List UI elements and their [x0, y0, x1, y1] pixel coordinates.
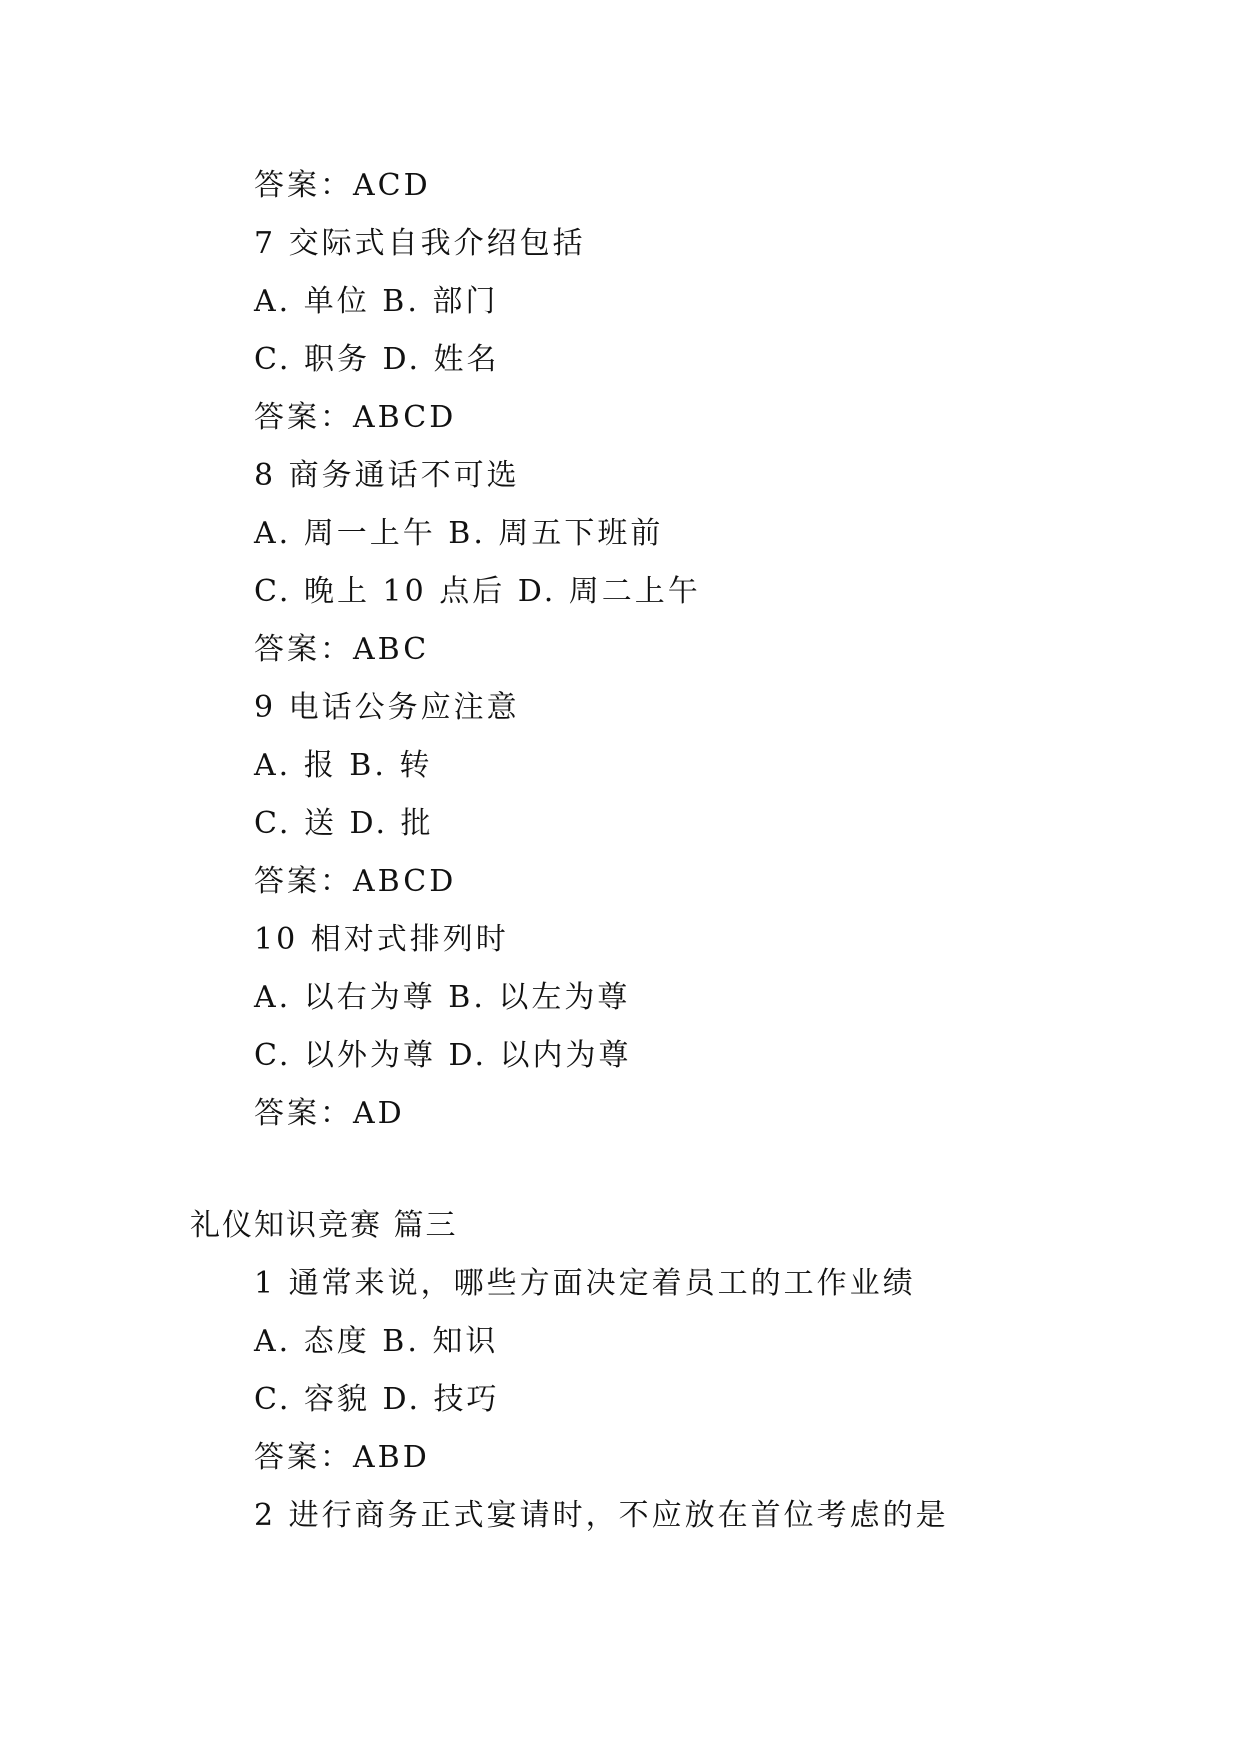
option-line: A. 以右为尊 B. 以左为尊	[254, 980, 631, 1015]
option-line: A. 态度 B. 知识	[254, 1324, 499, 1359]
option-line: C. 以外为尊 D. 以内为尊	[254, 1038, 632, 1073]
option-line: A. 报 B. 转	[254, 748, 433, 783]
question-line: 10 相对式排列时	[254, 922, 509, 957]
question-line: 2 进行商务正式宴请时，不应放在首位考虑的是	[254, 1498, 949, 1533]
option-line: C. 送 D. 批	[254, 806, 434, 841]
answer-line: 答案：ABC	[254, 632, 430, 667]
option-line: C. 职务 D. 姓名	[254, 342, 500, 377]
answer-line: 答案：ABCD	[254, 864, 457, 899]
question-line: 8 商务通话不可选	[254, 458, 520, 493]
question-line: 7 交际式自我介绍包括	[254, 226, 586, 261]
section-heading: 礼仪知识竞赛 篇三	[190, 1208, 458, 1243]
option-line: A. 周一上午 B. 周五下班前	[254, 516, 664, 551]
answer-line: 答案：ACD	[254, 168, 431, 203]
option-line: A. 单位 B. 部门	[254, 284, 499, 319]
answer-line: 答案：ABCD	[254, 400, 457, 435]
question-line: 1 通常来说，哪些方面决定着员工的工作业绩	[254, 1266, 916, 1301]
answer-line: 答案：ABD	[254, 1440, 430, 1475]
question-line: 9 电话公务应注意	[254, 690, 520, 725]
option-line: C. 晚上 10 点后 D. 周二上午	[254, 574, 701, 609]
option-line: C. 容貌 D. 技巧	[254, 1382, 500, 1417]
answer-line: 答案：AD	[254, 1096, 405, 1131]
